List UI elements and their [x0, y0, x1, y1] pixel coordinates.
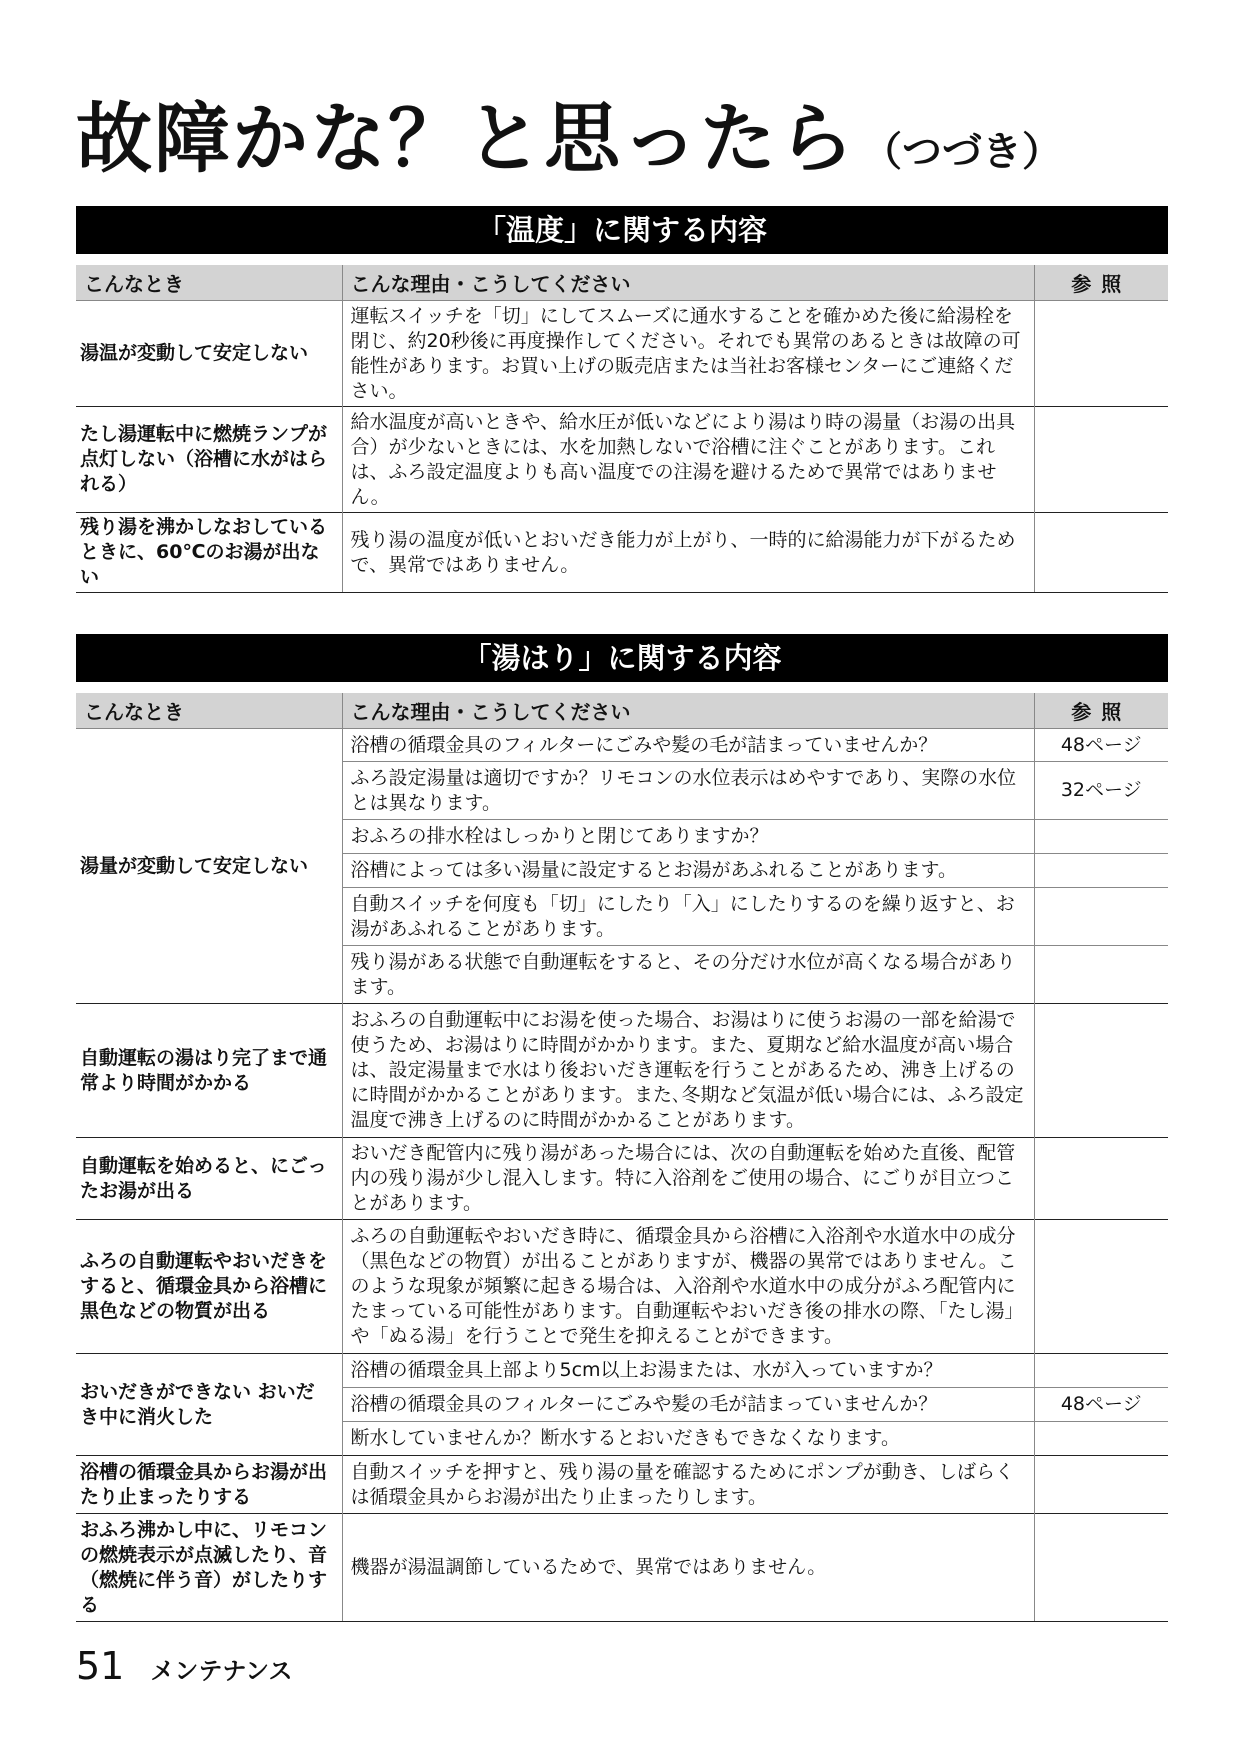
- condition-cell: 浴槽の循環金具からお湯が出たり止まったりする: [76, 1456, 342, 1514]
- header-ref: 参照: [1034, 693, 1168, 729]
- table-row: [76, 301, 1168, 407]
- table-row: [76, 1456, 1168, 1514]
- reference-cell: [1034, 946, 1168, 1004]
- reference-cell: [1034, 1456, 1168, 1514]
- solution-cell: 給水温度が高いときや、給水圧が低いなどにより湯はり時の湯量（お湯の出具合）が少ないときには、水を加熱しないで浴槽に注ぐことがあります。これは、ふろ設定温度よりも高い温度での注湯を避けるためで異常ではありません。: [342, 407, 1034, 513]
- section-heading: 「温度」に関する内容: [76, 206, 1168, 254]
- solution-cell: 機器が湯温調節しているためで、異常ではありません。: [342, 1514, 1034, 1622]
- reference-cell: [1034, 301, 1168, 407]
- reference-cell: [1034, 888, 1168, 946]
- solution-cell: 残り湯の温度が低いとおいだき能力が上がり、一時的に給湯能力が下がるためで、異常ではありません。: [342, 513, 1034, 593]
- solution-cell: 自動スイッチを押すと、残り湯の量を確認するためにポンプが動き、しばらくは循環金具からお湯が出たり止まったりします。: [342, 1456, 1034, 1514]
- reference-cell: [1034, 407, 1168, 513]
- table-header-row: [76, 693, 1168, 729]
- header-when: こんなとき: [76, 265, 342, 301]
- table-row: [76, 1514, 1168, 1622]
- reference-cell: [1034, 1422, 1168, 1456]
- reference-cell: 32ページ: [1034, 762, 1168, 820]
- header-when: こんなとき: [76, 693, 342, 729]
- condition-cell: おふろ沸かし中に、リモコンの燃焼表示が点滅したり、音（燃焼に伴う音）がしたりする: [76, 1514, 342, 1622]
- footer-section-label: メンテナンス: [150, 1657, 293, 1685]
- condition-cell: たし湯運転中に燃焼ランプが点灯しない（浴槽に水がはられる）: [76, 407, 342, 513]
- header-reason: こんな理由・こうしてください: [342, 693, 1034, 729]
- section-heading: 「湯はり」に関する内容: [76, 634, 1168, 682]
- table-row: [76, 513, 1168, 593]
- reference-cell: [1034, 1004, 1168, 1138]
- table-row: [76, 1220, 1168, 1354]
- table-header-row: [76, 265, 1168, 301]
- condition-cell: 湯量が変動して安定しない: [76, 729, 342, 1004]
- reference-cell: [1034, 854, 1168, 888]
- trouble-table-bath-filling: [76, 693, 1168, 1622]
- table-row: [76, 729, 1168, 762]
- solution-cell: 浴槽の循環金具のフィルターにごみや髪の毛が詰まっていませんか？: [342, 1388, 1034, 1422]
- reference-cell: [1034, 513, 1168, 593]
- page-title-sub: （つづき）: [862, 129, 1062, 175]
- page-title-main: 故障かな？と思ったら: [76, 94, 856, 183]
- table-row: [76, 1354, 1168, 1388]
- table-row: [76, 1138, 1168, 1220]
- reference-cell: [1034, 1220, 1168, 1354]
- solution-cell: 断水していませんか？断水するとおいだきもできなくなります。: [342, 1422, 1034, 1456]
- trouble-table-temperature: [76, 265, 1168, 593]
- page-title: [76, 78, 1062, 187]
- reference-cell: [1034, 1514, 1168, 1622]
- solution-cell: おふろの排水栓はしっかりと閉じてありますか？: [342, 820, 1034, 854]
- section-temperature: [76, 206, 1168, 593]
- condition-cell: 残り湯を沸かしなおしているときに、60℃のお湯が出ない: [76, 513, 342, 593]
- reference-cell: [1034, 1138, 1168, 1220]
- reference-cell: 48ページ: [1034, 1388, 1168, 1422]
- solution-cell: ふろの自動運転やおいだき時に、循環金具から浴槽に入浴剤や水道水中の成分（黒色などの物質）が出ることがありますが、機器の異常ではありません。このような現象が頻繁に起きる場合は、入浴剤や水道水中の成分がふろ配管内にたまっている可能性があります。自動運転やおいだき後の排水の際､「たし湯」や「ぬる湯」を行うことで発生を抑えることができます。: [342, 1220, 1034, 1354]
- table-row: [76, 1004, 1168, 1138]
- header-reason: こんな理由・こうしてください: [342, 265, 1034, 301]
- solution-cell: 浴槽の循環金具上部より5cm以上お湯または、水が入っていますか？: [342, 1354, 1034, 1388]
- condition-cell: ふろの自動運転やおいだきをすると、循環金具から浴槽に黒色などの物質が出る: [76, 1220, 342, 1354]
- reference-cell: [1034, 1354, 1168, 1388]
- solution-cell: 残り湯がある状態で自動運転をすると、その分だけ水位が高くなる場合があります。: [342, 946, 1034, 1004]
- reference-cell: 48ページ: [1034, 729, 1168, 762]
- section-bath-filling: [76, 634, 1168, 1622]
- condition-cell: 湯温が変動して安定しない: [76, 301, 342, 407]
- page-number: 51: [76, 1644, 125, 1688]
- reference-cell: [1034, 820, 1168, 854]
- solution-cell: おふろの自動運転中にお湯を使った場合、お湯はりに使うお湯の一部を給湯で使うため、お湯はりに時間がかかります。また、夏期など給水温度が高い場合は、設定湯量まで水はり後おいだき運転を行うことがあるため、沸き上げるのに時間がかかることがあります。また､冬期など気温が低い場合には、ふろ設定温度で沸き上げるのに時間がかかることがあります。: [342, 1004, 1034, 1138]
- table-row: [76, 407, 1168, 513]
- header-ref: 参照: [1034, 265, 1168, 301]
- solution-cell: 運転スイッチを「切」にしてスムーズに通水することを確かめた後に給湯栓を閉じ、約20秒後に再度操作してください。それでも異常のあるときは故障の可能性があります。お買い上げの販売店または当社お客様センターにご連絡ください。: [342, 301, 1034, 407]
- solution-cell: おいだき配管内に残り湯があった場合には、次の自動運転を始めた直後、配管内の残り湯が少し混入します。特に入浴剤をご使用の場合、にごりが目立つことがあります。: [342, 1138, 1034, 1220]
- condition-cell: おいだきができない おいだき中に消火した: [76, 1354, 342, 1456]
- solution-cell: 浴槽の循環金具のフィルターにごみや髪の毛が詰まっていませんか？: [342, 729, 1034, 762]
- solution-cell: 浴槽によっては多い湯量に設定するとお湯があふれることがあります。: [342, 854, 1034, 888]
- solution-cell: 自動スイッチを何度も「切」にしたり「入」にしたりするのを繰り返すと、お湯があふれることがあります。: [342, 888, 1034, 946]
- page-footer: [76, 1644, 292, 1688]
- condition-cell: 自動運転の湯はり完了まで通常より時間がかかる: [76, 1004, 342, 1138]
- solution-cell: ふろ設定湯量は適切ですか？リモコンの水位表示はめやすであり、実際の水位とは異なります。: [342, 762, 1034, 820]
- condition-cell: 自動運転を始めると、にごったお湯が出る: [76, 1138, 342, 1220]
